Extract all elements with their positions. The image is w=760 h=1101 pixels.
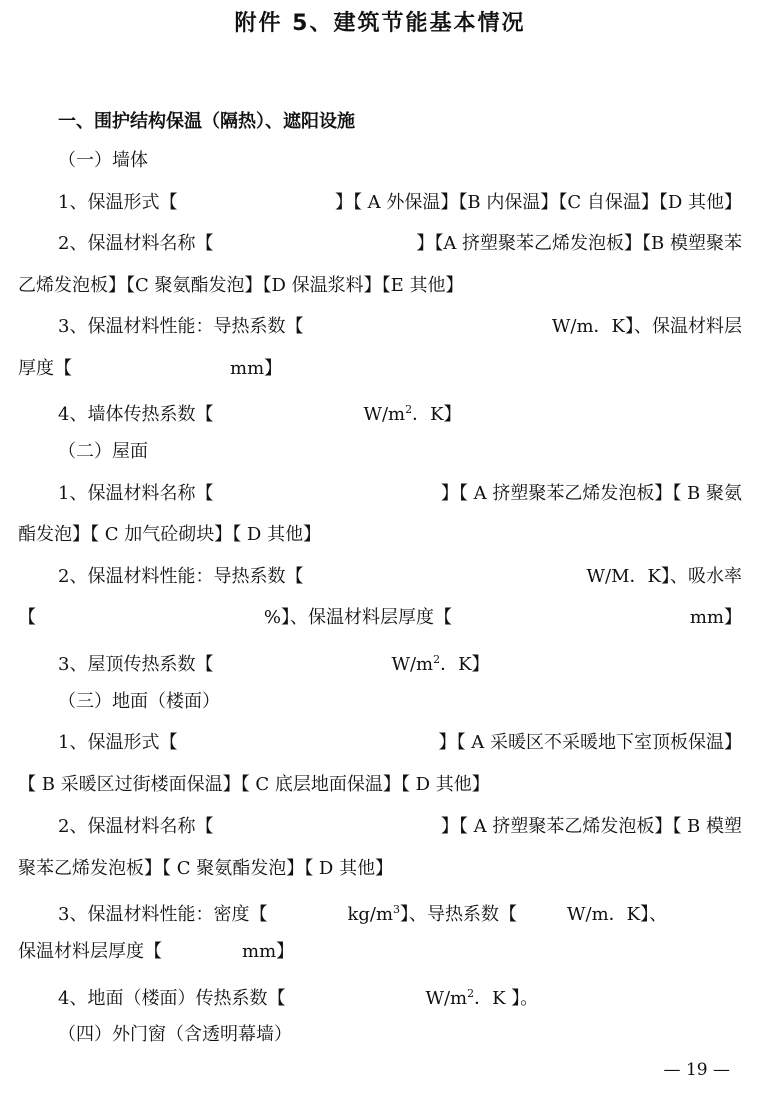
wall-material-performance	[58, 313, 742, 341]
wall-material-name	[58, 230, 742, 258]
wall-heat-transfer: 4、墙体传热系数【 $W/m^2$．K】	[58, 403, 462, 425]
roof-thickness-unit: mm】	[689, 607, 742, 628]
floor-material-name	[58, 813, 742, 841]
wall-material-name-cont: 乙烯发泡板】【C 聚氨酯发泡】【D 保温浆料】【E 其他】	[18, 275, 464, 296]
floor-density-unit: kg/m	[347, 904, 394, 925]
floor-material-name-label: 2、保温材料名称【	[58, 816, 214, 837]
roof-heat-transfer-label: 3、屋顶传热系数【	[58, 654, 214, 675]
roof-material-name-cont: 酯发泡】【 C 加气砼砌块】【 D 其他】	[18, 524, 322, 545]
floor-insulation-form-label: 1、保温形式【	[58, 732, 178, 753]
wall-conductivity-label: 3、保温材料性能：导热系数【	[58, 316, 304, 337]
wall-heat-transfer-unit: W/m	[363, 404, 406, 425]
floor-heat-transfer-label: 4、地面（楼面）传热系数【	[58, 988, 286, 1009]
wall-thickness	[18, 355, 742, 383]
floor-thickness-unit: mm】	[242, 941, 295, 962]
roof-material-name-label: 1、保温材料名称【	[58, 483, 214, 504]
window-heading: （四）外门窗（含透明幕墙）	[58, 1024, 292, 1045]
floor-material-performance: 3、保温材料性能：密度【 $kg/m^3$】、导热系数【 W/m．K】、	[58, 903, 668, 925]
page-number: — 19 —	[663, 1060, 730, 1080]
wall-conductivity-unit: W/m．K】、保温材料层	[551, 316, 742, 337]
wall-material-name-label: 2、保温材料名称【	[58, 233, 214, 254]
wall-heading: （一）墙体	[58, 150, 148, 171]
roof-material-name	[58, 480, 742, 508]
floor-insulation-form-cont: 【 B 采暖区过街楼面保温】【 C 底层地面保温】【 D 其他】	[18, 774, 490, 795]
floor-insulation-form	[58, 729, 742, 757]
roof-absorption-thickness: 【 %】、保温材料层厚度【 mm】	[18, 604, 742, 632]
floor-heading: （三）地面（楼面）	[58, 691, 220, 712]
roof-heading: （二）屋面	[58, 441, 148, 462]
wall-thickness-unit: mm】	[230, 358, 283, 379]
wall-material-name-options: 】【A 挤塑聚苯乙烯发泡板】【B 模塑聚苯	[416, 233, 742, 254]
roof-conductivity-label: 2、保温材料性能：导热系数【	[58, 566, 304, 587]
floor-conductivity-unit: W/m．K】、	[567, 904, 668, 925]
wall-insulation-form	[58, 189, 742, 217]
floor-heat-transfer: 4、地面（楼面）传热系数【 $W/m^2$．K 】。	[58, 987, 539, 1009]
roof-conductivity-unit: W/M．K】、吸水率	[586, 566, 742, 587]
wall-heat-transfer-label: 4、墙体传热系数【	[58, 404, 214, 425]
roof-heat-transfer-unit: W/m	[391, 654, 434, 675]
floor-material-name-options: 】【 A 挤塑聚苯乙烯发泡板】【 B 模塑	[440, 816, 742, 837]
floor-material-name-cont: 聚苯乙烯发泡板】【 C 聚氨酯发泡】【 D 其他】	[18, 858, 394, 879]
wall-insulation-form-label: 1、保温形式【	[58, 192, 178, 213]
floor-heat-transfer-unit: W/m	[425, 988, 468, 1009]
wall-insulation-form-options: 】【 A 外保温】【B 内保温】【C 自保温】【D 其他】	[334, 192, 742, 213]
roof-material-performance	[58, 563, 742, 591]
roof-material-name-options: 】【 A 挤塑聚苯乙烯发泡板】【 B 聚氨	[440, 483, 742, 504]
wall-thickness-label: 厚度【	[18, 358, 72, 379]
floor-thickness-label: 保温材料层厚度【	[18, 941, 162, 962]
page-title: 附件 5、建筑节能基本情况	[234, 11, 526, 36]
roof-thickness-label: %】、保温材料层厚度【	[263, 607, 452, 628]
floor-density-label: 3、保温材料性能：密度【	[58, 904, 268, 925]
section-heading-envelope: 一、围护结构保温（隔热）、遮阳设施	[58, 111, 355, 132]
roof-heat-transfer: 3、屋顶传热系数【 $W/m^2$．K】	[58, 653, 490, 675]
floor-insulation-form-options: 】【 A 采暖区不采暖地下室顶板保温】	[438, 732, 742, 753]
floor-thickness	[18, 938, 742, 966]
floor-conductivity-label: 】、导热系数【	[400, 904, 518, 925]
